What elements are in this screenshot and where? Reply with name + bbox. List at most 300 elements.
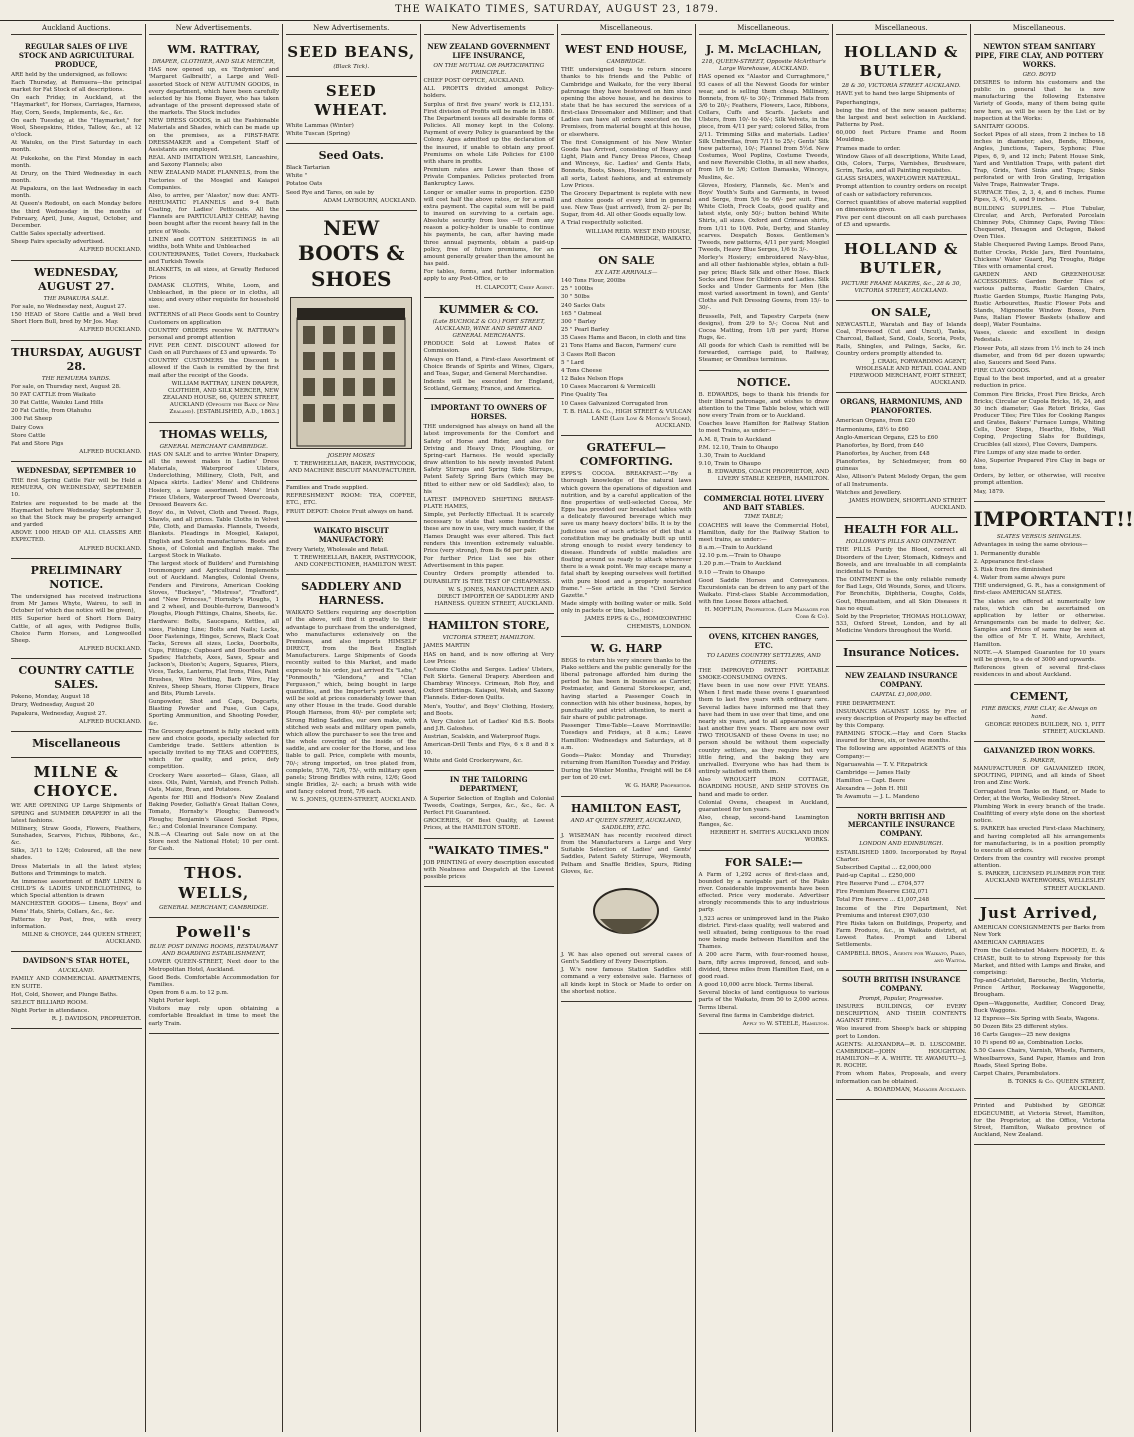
ad-signature: ALFRED BUCKLAND. <box>79 645 142 652</box>
ad-signature: T. B. HALL & Co., HIGH STREET & VULCAN LANE (Late Low & Motion's Store), AUCKLAND. <box>563 408 692 429</box>
ad-signature: GEORGE RHODES BUILDER, NO. 1, PITT STREET, AUCKLAND. <box>985 721 1105 735</box>
ad-text: COUNTERPANES, Toilet Covers, Huckaback and Turkish Towels <box>148 252 279 266</box>
ad-text: The largest stock of Builders' and Furnishing Ironmongery and Agricultural Implements out of Auckland. Mangles, Colonial Ovens, Fenders and Fireirons, American Cooking Stoves, "Buckeye", "Mistress", "Trafford", and "New Princess," Hornsby's Ploughs, 1 and 2 wheel, and Double-furrow, Danwood's Ploughs, Plough Fittings, Chains, Sheets, &c. <box>148 561 279 618</box>
ad-text: Hamilton — Capt. Beere <box>836 778 906 785</box>
ad-text: 4. Water from same always pure <box>973 575 1066 582</box>
ad-text: Store Cattle <box>11 432 46 439</box>
ad-text: American Organs, from £20 <box>836 418 916 425</box>
advertisement <box>699 628 830 851</box>
ad-subtitle: GENERAL MERCHANT CAMBRIDGE. <box>159 443 268 450</box>
ad-title: CEMENT, <box>1009 690 1069 704</box>
ad-text: Brussells, Felt, and Tapestry Carpets (new designs), from 2/9 to 5/-; Cocoa Nut and Cocoa Matting, from 1/8 per yard; Horse Rugs, &c. <box>698 313 829 341</box>
ad-text: Crockery Ware assorted— Glass, Glass, all sizes. Oils, Paint, Varnish, and French Polish. Oats, Maize, Bran, and Potatoes. <box>148 772 279 793</box>
ad-text: Open from 6 a.m. to 12 p.m. <box>148 990 229 997</box>
ad-title: ORGANS, HARMONIUMS, AND PIANOFORTES. <box>840 397 963 416</box>
ad-text: Several blocks of land contiguous to various parts of the Waikato, from 50 to 2,000 acres. Terms liberal. <box>698 990 829 1011</box>
ad-text: THE first Spring Cattle Fair will be Held a REMUERA, ON WEDNESDAY, SEPTEMBER 10. <box>11 478 142 499</box>
ad-title: KUMMER & CO. <box>438 302 539 316</box>
ad-text: 150 HEAD of Store Cattle and a Well bred Short Horn Bull, bred by Mr Jos. May. <box>11 312 142 326</box>
advertisement <box>974 742 1106 899</box>
column-section-head: Auckland Auctions. <box>11 24 142 35</box>
ad-text: BUILDING SUPPLIES. — Flue Tubular, Circular, and Arch, Perforated Porcelain Chimney Pots, Chimney Caps, Paving Tiles: Chequered, Hexagon and Octagon, Baked Oven Tiles. <box>973 205 1105 241</box>
ad-text: N.B.—A Clearing out Sale now on at the Store next the National Hotel; 10 per cent. for Cash. <box>148 831 279 853</box>
ad-signature: ALFRED BUCKLAND. <box>79 545 142 552</box>
ad-text: Also, Superior Prepared Fire Clay in bags or tons. <box>973 457 1105 472</box>
advertisement <box>836 301 967 393</box>
ad-subtitle: AUCKLAND. <box>58 968 95 975</box>
ad-subtitle: TIME TABLE; <box>744 514 784 521</box>
ad-text: Hot, Cold, Shower, and Plunge Baths. <box>11 991 118 998</box>
ad-text: SELECT BILLIARD ROOM. <box>11 999 88 1006</box>
ad-text: A 200 acre Farm, with four-roomed house, barn, fifty acres improved, fenced, and sub-divided, three miles from Hamilton East, on a good road. <box>698 952 829 980</box>
ad-text: The Grocery Department is replete with new and choice goods of every kind in general use. New Teas (just arrived), from 2/- per lb; Sugar, from 4d. All other Goods equally low. <box>561 190 692 219</box>
ad-text: 3. Risk from fire diminished <box>973 566 1053 573</box>
ad-text: ESTABLISHED 1809. Incorporated by Royal Charter. <box>836 849 967 863</box>
ad-title: MILNE & CHOYCE. <box>33 763 119 801</box>
ad-text: NEW DRESS GOODS, in all the Fashionable Materials and Shades, which can be made up on the premises, as a FIRST-RATE DRESSMAKER and a Competent Staff of Assistants are employed. <box>148 118 279 153</box>
ad-text: GROCERIES, Of Best Quality, at Lowest Prices, at the HAMILTON STORE. <box>423 818 554 832</box>
ad-text: Fire Premium Reserve £302,071 <box>836 889 929 896</box>
ad-text: THE undersigned begs to return sincere thanks to his friends and the Public of Cambridge and Waikato, for the very liberal patronage they have bestowed on him since opening the above house, and he desires to state that he has secured the services of a first-class Dressmaker and Milliner; and that Ladies can have all orders executed on the Premises, from material bought at this house, or elsewhere. <box>561 67 692 138</box>
ad-title: HAMILTON EAST, <box>571 801 682 815</box>
ad-text: On each Friday, in Auckland, at the "Haymarket", for Horses, Carriages, Harness, Hay, Corn, Seeds, Implements, &c., &c. <box>11 95 142 116</box>
advertisement <box>11 462 142 559</box>
ad-text: 3 Cases Roll Bacon <box>561 351 616 358</box>
ad-title: GRATEFUL—COMFORTING. <box>579 441 673 469</box>
ad-subtitle: 28 & 30, VICTORIA STREET AUCKLAND. <box>841 83 961 90</box>
ad-signature: HERBERT H. SMITH'S AUCKLAND IRON WORKS. <box>710 830 829 844</box>
ad-title: "WAIKATO TIMES." <box>428 843 550 857</box>
ad-title: PRELIMINARY NOTICE. <box>30 563 122 591</box>
ad-text: Paid-up Capital ... £250,000 <box>836 873 916 880</box>
ad-text: Longer or smaller sums in proportion. £250 will cost half the above rates, or for a small extra payment. The capital sum will be paid to insured on surviving to a certain age. Absolute security from loss —If from any reason a policy-holder is unable to continue his payments, he can, after having made three annual payments, obtain a paid-up policy, free of future premiums, for an amount generally greater than the amount he has paid. <box>423 189 554 268</box>
advertisement <box>561 38 692 249</box>
advertisement <box>699 38 830 371</box>
ad-text: Dress Materials in all the latest styles; Buttons and Trimmings to match. <box>11 863 142 877</box>
advertisement <box>836 641 967 667</box>
ad-signature: T. TREWHEELLAR, BAKER, PASTRYCOOK, AND MACHINE BISCUIT MANUFACTURER. <box>288 460 417 474</box>
ad-title: IN THE TAILORING DEPARTMENT, <box>449 774 528 793</box>
ad-text: THE undersigned, G. R., has a consignment of first-class AMERICAN SLATES. <box>973 583 1105 597</box>
ad-text: NEWCASTLE, Waratah and Bay of Islands Coal, Firewood (Cut and Uncut), Tanks, Charcoal, Ballast, Sand, Coals, Scoria, Posts, Rails, Shingles, and Palings, Sacks, &c. Country orders promptly attended to. <box>836 322 967 357</box>
advertisement <box>424 298 555 400</box>
ad-text: DESIRES to inform his customers and the public in general that he is now manufacturing the following Extensive Variety of Goods, many of them being quite new here, as will be seen by the List or by inspection at the Works: <box>973 79 1105 122</box>
ad-text: 50 Dozen Bits 25 different styles. <box>973 1023 1068 1030</box>
ad-text: Open—Waggonette, Audilier, Concord Dray, Buck Waggons. <box>973 1000 1105 1014</box>
ad-text: Every Variety, Wholesale and Retail. <box>286 546 389 553</box>
ad-text: During the Winter Months, Freight will be £4 per ton of 20 cwt. <box>561 768 692 782</box>
ad-signature: MILNE & CHOYCE, 244 QUEEN STREET, AUCKLAND. <box>21 932 142 946</box>
ad-text: Orders from the country will receive prompt attention. <box>973 855 1105 870</box>
ad-text: FIVE PER CENT. DISCOUNT allowed for Cash on all Purchases of £3 and upwards. To <box>148 342 279 357</box>
ad-text: At Drury, on the Third Wednesday in each month. <box>11 170 142 184</box>
ad-text: 5.50 Cases Chairs, Varnish, Wheels, Farmers, Wheelbarrows, Sand Paper, Hames and Iron Roads, Steel Spring Bobs. <box>973 1048 1105 1069</box>
advertisement <box>11 261 142 341</box>
ad-text: B. EDWARDS, begs to thank his friends for their liberal patronage, and wishes to draw attention to the Time Table below, which will now every Train from or to Auckland. <box>698 391 829 420</box>
ad-text: Country Orders promptly attended to. DURABILITY IS THE TEST OF CHEAPNESS. <box>423 571 554 585</box>
ad-title: HAMILTON STORE, <box>427 619 550 633</box>
ad-text: 10 Fi spend 60 as, Combination Locks. <box>973 1040 1084 1047</box>
ad-text: At Waiuku, on the First Saturday in each month. <box>11 140 142 154</box>
ad-text: A Farm of 1,292 acres of first-class and, bounded by a navigable part of the Piako river. Considerable improvements have been effected. Price very moderate. Advertiser strongly recommends this to any industrious party. <box>698 871 829 914</box>
ad-text: May, 1879. <box>973 488 1005 495</box>
column-3 <box>283 24 421 1432</box>
ad-subtitle: THE REMUERA YARDS. <box>41 375 111 382</box>
ad-text: HAS opened ex "Alastor and Curraghmore," 93 cases of all the Newest Goods for winter wear, and is selling them cheap. Millinery, Bonnets, from 6/- to 30/-; Trimmed Hats from 3/6 to 20/-; Feathers, Flowers, Lace, Ribbons, Collars, Cuffs and Scarfs. Jackets and Ulsters, from 10/- to 40/-; Silk Velvets, in the piece, from 4/11 per yard; colored Silks, from 2/11. Trimming Silks and materials. Ladies' Silk Umbrellas, from 7/11 to 25/-; Gents' Silk (new patterns), 10/-; Flannel from 5½d. New Costumes, Wool Poplins, Costume Tweeds, and new Reversible Cloths, in all new shades, from 1/6 to 3/6; Cotton Damasks, Winceys, Muslins, &c. <box>698 74 829 181</box>
ad-text: 12.10 p.m.—Train to Ohaupo <box>698 553 781 560</box>
column-section-head: Miscellaneous. <box>836 24 967 35</box>
advertisement <box>699 371 830 490</box>
ad-text: Austrian, Scalskin, and Waterproof Rugs. <box>423 734 541 741</box>
ad-title: HOLLAND & BUTLER, <box>844 240 959 278</box>
ad-text: Socket Pipes of all sizes, from 2 inches to 18 inches in diameter; also, Bends, Elbows, Angles, Junctions, Tapers, Syphons; Flue Pipes, 6, 9, and 12 inch; Patent House Sink, Yard and Ventilation Traps, with patent dirt Trap, Grids, Yard Sinks and Traps; Sinks perforated or with Iron Grating, Irrigation Valve Traps, Rainwater Traps. <box>973 132 1105 189</box>
ad-text: A.M. 8, Train to Auckland <box>698 436 772 443</box>
ad-text: 300 " Barley <box>561 318 597 325</box>
ad-text: FAMILY AND COMMERCIAL APARTMENTS, EN SUITE. <box>11 976 142 990</box>
ad-text: COUNTRY CUSTOMERS the Discount is allowed if the Cash is remitted by the first mail after the receipt of the Goods. <box>148 358 279 379</box>
ad-text: Frames made to order. <box>836 145 901 152</box>
ad-text: 9.10, Train to Ohaupo <box>698 461 761 468</box>
saddle-engraving <box>586 879 666 949</box>
ad-text: THE PILLS Purify the Blood, correct all Disorders of the Liver, Stomach, Kidneys and Bowels, and are invaluable in all complaints incidental to Females. <box>836 547 967 575</box>
advertisement <box>699 851 830 1034</box>
ad-text: 1.30, Train to Auckland <box>698 452 766 459</box>
ad-text: Printed and Published by GEORGE EDGECUMBE, at Victoria Street, Hamilton, for the Proprietor, at the Office, Victoria Street, Hamilton, Waikato province of Auckland, New Zealand. <box>973 1103 1105 1138</box>
ad-text: BEGS to return his very sincere thanks to the Piako settlers and the public generally for the liberal patronage afforded him during the period he has been in business as Carrier, Postmaster, and General Storekeeper, and, having started a Passenger Coach in connection with his other business, hopes, by punctuality and strict attention, to merit a fair share of public patronage. <box>561 657 692 722</box>
column-8 <box>971 24 1134 1432</box>
column-section-head: New Advertisements <box>424 24 555 35</box>
ad-text: HAVE yet to hand two large Shipments of <box>836 91 955 98</box>
ad-subtitle: (Black Tick). <box>333 64 370 71</box>
ad-text: S. PARKER has erected First-class Machinery, and having completed all his arrangements for manufacturing, is in a position promptly to execute all orders. <box>973 826 1105 854</box>
ad-text: NEW ZEALAND MADE FLANNELS, from the Factories of the Mosgiel and Kaiapoi Companies. <box>148 170 279 191</box>
ad-text: PATTERNS of all Piece Goods sent to Country Customers on application <box>148 312 279 326</box>
ad-text: 30 Fat Cattle, Waiuku Land Hills <box>11 400 104 407</box>
ad-subtitle: TO LADIES COUNTRY SETTLERS, AND OTHERS. <box>706 652 821 666</box>
ad-subtitle: (Late BUCHOLZ & CO.) FORT STREET, AUCKLAND, WINE AND SPIRIT AND GENERAL MERCHANTS. <box>432 318 545 340</box>
column-section-head: New Advertisements. <box>149 24 280 35</box>
ad-subtitle: Prompt, Popular, Progressive. <box>859 995 944 1002</box>
ad-text: 16 Carts Gauges—25 new designs <box>973 1032 1071 1039</box>
ad-signature: S. PARKER, LICENSED PLUMBER FOR THE AUCKLAND WATERWORKS, WELLESLEY STREET AUCKLAND. <box>977 871 1105 892</box>
ad-text: The following are appointed AGENTS of this Company:— <box>836 746 967 760</box>
advertisement <box>424 38 555 298</box>
ad-title: GALVANIZED IRON WORKS. <box>983 745 1096 755</box>
ad-text: 12 Express—Six Spring with Seats, Wagons. <box>973 1015 1100 1022</box>
ad-subtitle: JOSEPH MOSES <box>327 452 375 459</box>
ad-text: 30 " 50lbs <box>561 294 590 301</box>
ad-text: LINEN and COTTON SHEETINGS in all widths, both White and Unbleached <box>148 236 279 250</box>
ad-text: The OINTMENT is the only reliable remedy for Bad Legs, Old Wounds, Sores, and Ulcers. For Bronchitis, Diphtheria, Coughs, Colds, Gout, Rheumatism, and all Skin Diseases it has no equal. <box>836 577 967 612</box>
advertisement <box>11 659 142 732</box>
advertisement <box>836 971 967 1100</box>
column-4 <box>421 24 559 1432</box>
ad-text: Silks, 3/11 to 12/6; Coloured, all the new shades. <box>11 848 142 862</box>
ad-subtitle: HOLLOWAY'S PILLS AND OINTMENT. <box>845 539 957 546</box>
ad-text: Vases, classic and excellent in design Pedestals. <box>973 330 1105 344</box>
ad-text: Coaches leave Hamilton for Railway Station to meet Trains, as under:— <box>698 421 829 435</box>
ad-text: 12 Bales Nelson Hops <box>561 376 624 383</box>
advertisement <box>11 952 142 1029</box>
ad-text: Correct quantities of above material supplied on dimensions given. <box>836 199 967 213</box>
ad-title: SADDLERY AND HARNESS. <box>301 580 402 608</box>
ad-subtitle: CAMBRIDGE. <box>606 59 646 66</box>
ad-text: Also, Allison's Patent Melody Organ, the gem of all Instruments. <box>836 474 967 488</box>
ad-text: White Lammas (Winter) <box>286 122 354 129</box>
advertisement <box>149 859 280 918</box>
ad-text: INSURANCES AGAINST LOSS by Fire of every description of Property may be effected by this Company. <box>836 708 967 729</box>
ad-text: Harmoniums, £8½ to £60 <box>836 426 909 433</box>
ad-signature: JAMES EPPS & Co., HOMŒOPATHIC CHEMISTS, LONDON. <box>584 616 692 630</box>
ad-text: Night Porter in attendance. <box>11 1008 90 1015</box>
ad-title: NEWTON STEAM SANITARY PIPE, FIRE CLAY, AND POTTERY WORKS. <box>975 41 1104 69</box>
advertisement <box>836 808 967 971</box>
advertisement <box>836 393 967 518</box>
advertisement <box>561 436 692 637</box>
ad-text: The undersigned has received instructions from Mr James Whyte, Waireu, to sell in October (of which due notice will be given), <box>11 593 142 615</box>
ad-text: Also, to arrive, per 'Alastor,' now due: ANTI-RHEUMATIC FLANNELS and 9-4 Bath Coating, for Ladies' Petticoats. All the Flannels are PARTICULARLY CHEAP, having been bought after the recent heavy fall in the price of Wools. <box>148 192 279 235</box>
ad-signature: ADAM LAYBOURN, AUCKLAND. <box>323 197 417 204</box>
ad-title: Insurance Notices. <box>843 646 960 660</box>
ad-text: Surplus of first five years' work is £12,151. First division of Profits will be made in 1880. The Department issues all desirable forms of Policies. All money kept in the Colony. Payment of every Policy is guaranteed by the Colony. Ages admitted up the declaration of the insured, if unable to obtain any proof. Premiums on whole Life Policies for £100 with share in profits. <box>423 101 554 165</box>
ad-text: THE IMPROVED PATENT PORTABLE SMOKE-CONSUMING OVENS. <box>698 667 829 682</box>
ad-text: Corrugated Iron Tanks on Hand, or Made to Order, at the Works, Wellesley Street. <box>973 788 1105 802</box>
ad-text: PRODUCE Sold at Lowest Rates of Commission. <box>423 341 554 355</box>
ad-signature: R. J. DAVIDSON, PROPRIETOR. <box>51 1016 142 1023</box>
ad-text: P.M. 12.10, Train to Ohaupo <box>698 444 779 451</box>
ad-text: Have been in use now over FIVE YEARS. When I first made these ovens I guaranteed them to last five years with ordinary care. Several ladies have informed me that they have had them in use over that time, and one nearly six years, and to all appearances will last another five years. There are now over TWO THOUSAND of these Ovens in use; no person should be without them especially country settlers, as they require but very little firing, and the baking they are unrivalled. Everyone who has had them is entirely satisfied with them. <box>698 683 829 776</box>
advertisement <box>836 667 967 807</box>
advertisement <box>11 341 142 463</box>
ad-text: Pianofortes, by Schiedmeyer, from 60 guineas <box>836 459 967 473</box>
ad-text: For sale, no Wednesday next, August 27. <box>11 303 127 310</box>
advertisement <box>11 732 142 758</box>
advertisement <box>561 637 692 797</box>
ad-title: WEDNESDAY, SEPTEMBER 10 <box>16 466 136 476</box>
ad-title: OVENS, KITCHEN RANGES, ETC. <box>708 631 819 650</box>
ad-subtitle: EX LATE ARRIVALS— <box>595 270 658 277</box>
ad-text: 10 Cases Galvanized Corrugated Iron <box>561 400 668 407</box>
advertisement <box>836 38 967 235</box>
ad-title: WAIKATO BISCUIT MANUFACTORY: <box>313 525 389 544</box>
ad-text: Costume Cloths and Serges. Ladies' Ulsters, Felt Skirts. General Drapery. Aberdeen and Chambray Winceys. Crimean, Rob Roy, and Oxford Shirtings. Kaiapoi, Welsh, and Saxony Flannels. Eider-down Quilts. <box>423 666 554 702</box>
ad-text: LATEST IMPROVED SHIFTING BREAST-PLATE HAMES, <box>423 496 554 510</box>
ad-text: 25 " Pearl Barley <box>561 327 610 334</box>
ad-text: MANUFACTURER OF GALVANIZED IRON, SPOUTING, PIPING, and all kinds of Sheet Iron and Zinc Work. <box>973 766 1105 787</box>
ad-subtitle: AND AT QUEEN STREET, AUCKLAND, SADDLERY, ETC. <box>570 817 682 831</box>
column-section-head: Miscellaneous. <box>974 24 1106 35</box>
advertisement <box>974 1099 1106 1145</box>
advertisement <box>286 144 417 211</box>
ad-signature: ALFRED BUCKLAND. <box>79 449 142 456</box>
ad-text: being the first of the new season patterns; the largest and best selection in Auckland. Patterns by Post. <box>836 107 967 129</box>
ad-signature: W. G. HARP, Proprietor. <box>625 783 692 790</box>
ad-text: Sold by the Proprietor, THOMAS HOLLOWAY, 533, Oxford Street, London, and by all Medicine Vendors throughout the World. <box>836 613 967 635</box>
advertisement <box>561 249 692 436</box>
ad-text: 165 " Oatmeal <box>561 310 602 317</box>
advertisement <box>836 235 967 301</box>
advertisement <box>974 899 1106 1100</box>
ad-signature: ALFRED BUCKLAND. <box>79 718 142 725</box>
ad-title: NORTH BRITISH AND MERCANTILE INSURANCE COMPANY. <box>847 811 955 839</box>
ad-text: LOWER QUEEN-STREET, Next door to the Metropolitan Hotel, Auckland. <box>148 959 279 973</box>
ad-text: Families and Trade supplied. <box>286 485 369 492</box>
ad-text: Seed Rye and Tares, on sale by <box>286 189 375 196</box>
ad-text: 10 Cases Maccaroni & Vermicelli <box>561 384 656 391</box>
ad-text: Good Beds. Comfortable Accommodation for Families. <box>148 974 279 988</box>
ad-text: For tables, forms, and further information apply to any Post-Office, or to <box>423 269 554 283</box>
ad-text: REFRESHMENT ROOM: TEA, COFFEE, ETC., ETC. <box>286 493 417 507</box>
ad-title: NEW ZEALAND INSURANCE COMPANY. <box>844 671 958 690</box>
column-6 <box>696 24 834 1432</box>
ad-text: Papakura, Wednesday, August 27. <box>11 710 107 717</box>
advertisement <box>424 839 555 888</box>
ad-text: The first Consignment of his New Winter Goods has Arrived, consisting of Heavy and Light, Plain and Fancy Dress Pieces, Cheap and Winceys, &c. Ladies' and Gents Hats, Bonnets, Boots, Shoes, Hosiery, Trimmings of all sorts, Latest fashions, and at extremely Low Prices. <box>561 139 692 189</box>
column-2 <box>146 24 284 1432</box>
ad-text: FIRE CLAY GOODS. <box>973 368 1031 375</box>
ad-title: HOLLAND & BUTLER, <box>844 42 959 81</box>
ad-text: The Grocery department is fully stocked with new and choice goods, specially selected for Cambridge trade. Settlers attention is specially invited to my TEAS and COFFEES, which for quality, and price, defy competition. <box>148 728 279 771</box>
ad-text: For sale, on Thursday next, August 28. <box>11 383 121 390</box>
ad-title: J. M. McLACHLAN, <box>705 42 822 56</box>
ad-text: For further Price List see his other Advertisement in this paper. <box>423 556 554 570</box>
ad-text: Hardware: Bolts, Saucepans, Kettles, all sizes, Fishing Line; Bolts and Nails; Locks, Door Fastenings, Hinges, Screws, Black Coat Tacks, Screws all sizes, Locks, Doorbolts, Cups, Fittings; Cupboard and Doorbolts and Spades; Hatchets, Axes, Saws, Spear and Jackson's, Disston's; Augers, Squares, Pliers, Vices, Tacks, Lanterns, Flat Irons, Files, Paint Brushes, Wire Netting, Barb Wire, Hay Knives, Sheep Shears, Horse Clippers, Brace and Bits, Plumb Levels. <box>148 619 279 697</box>
ad-subtitle: S. PARKER, <box>1022 757 1056 764</box>
ad-title: NEW ZEALAND GOVERNMENT LIFE INSURANCE, <box>427 41 551 60</box>
ad-text: Visitors may rely upon obtaining a comfortable Breakfast in time to meet the early Train. <box>148 1006 279 1027</box>
advertisement <box>974 685 1106 742</box>
ad-text: HAS now opened up, ex 'Endymion' and 'Margaret Galbraith', a Large and Well-assorted Stock of NEW AUTUMN GOODS, in every department, which have been carefully selected by his Home Buyer, who has taken advantage of the present depressed state of the markets. The Stock includes <box>148 67 279 117</box>
advertisement <box>149 423 280 860</box>
ad-text: Window Glass of all descriptions, White Lead, Oils, Colors, Turps, Varnishes, Brushware, Scrim, Tacks, and all Painting requisites. <box>836 153 967 175</box>
ad-text: White " <box>286 173 308 180</box>
ad-signature: W. S. JONES, QUEEN-STREET, AUCKLAND. <box>291 797 417 804</box>
advertisement <box>286 481 417 522</box>
ad-text: Patterns by Post, free, with every information. <box>11 916 142 930</box>
ad-text: J. W.'s now famous Station Saddles still command a very extensive sale. Harness of all kinds kept in Stock or Made to order on the shortest notice. <box>561 967 692 995</box>
ad-text: Also WROUGHT IRON COTTAGE, BOARDING HOUSE, AND SHIP STOVES On hand and made to order. <box>698 777 829 798</box>
ad-signature: ALFRED BUCKLAND. <box>79 327 142 334</box>
ad-text: White Tuscan (Spring) <box>286 130 350 137</box>
ad-text: GARDEN AND GREENHOUSE ACCESSORIES: Garden Border Tiles of various patterns, Rustic Garden Chairs, Rustic Garden Stumps, Rustic Hanging Pots, Rustic Arbourettes, Rustic Flower Pots and Stands, Mignonette Window Boxes, Fern Pans, Italian Flower Baskets (shallow and deep), Water Fountains. <box>973 272 1105 329</box>
ad-text: Fat and Store Pigs <box>11 440 64 447</box>
ad-text: At Queen's Redoubt, on each Monday before the third Wednesday in the months of February, April, June, August, October, and December. <box>11 201 142 229</box>
ad-subtitle: 218, QUEEN-STREET, Opposite McArthur's Large Warehouse, AUCKLAND. <box>701 59 826 73</box>
ad-subtitle: DRAPER, CLOTHIER, AND SILK MERCER, <box>152 59 276 66</box>
advertisement <box>286 575 417 810</box>
ad-title: WM. RATTRAY, <box>167 42 261 56</box>
ad-text: Premium rates are Lower than those of Private Companies. Policies protected from Bankruptcy Laws. <box>423 167 554 188</box>
advertisement <box>11 559 142 659</box>
ad-title: Seed Oats. <box>318 148 384 162</box>
ad-text: Subscribed Capital ... £2,000,000 <box>836 864 932 871</box>
ad-text: HAS on hand, and is now offering at Very Low Prices: <box>423 651 554 665</box>
ad-subtitle: GEO. BOYD <box>1022 71 1056 78</box>
ad-text: AGENTS: ALEXANDRA—R. D. LUSCOMBE. CAMBRIDGE—JOHN HOUGHTON. HAMILTON—F. A. WHITE. TE AWAMUTU—J. R. ROCHE. <box>836 1041 967 1070</box>
ad-text: ABOVE 1000 HEAD OF ALL CLASSES ARE EXPECTED. <box>11 530 142 544</box>
ad-text: Morley's Hosiery; embroidered Navy-blue, and all other fashionable styles, obtain a full-pay price; Black Silk and other Hose. Black Socks and Hose for Children and Ladies. Silk Socks and Under Garments for Men (the most varied assortment in town), and Gents' Cloths and Felt Dressing Gowns, from 15/- to 30/-. <box>698 255 829 312</box>
ad-text: REAL AND IMITATION WELSH, Lancashire, and Saxony Flannels; also <box>148 155 279 169</box>
advertisement <box>286 211 417 481</box>
ad-title: SOUTH BRITISH INSURANCE COMPANY. <box>841 974 961 993</box>
ad-text: Men's, Youths', and Boys' Clothing, Hosiery, and Boots. <box>423 703 554 717</box>
advertisement <box>286 38 417 77</box>
ad-text: 9.10 —Train to Ohaupo <box>698 569 765 576</box>
advertisement <box>973 502 1134 686</box>
advertisement <box>424 399 555 614</box>
ad-title: WEST END HOUSE, <box>565 42 688 56</box>
ad-text: COACHES will leave the Commercial Hotel, Hamilton, daily for the Railway Station to meet trains, as under:— <box>698 522 829 543</box>
ad-text: A Superior Selection of English and Colonial Tweeds, Coatings, Serges, &c., &c., &c. A Perfect Fit Guaranteed. <box>423 795 554 817</box>
ad-text: 240 Sacks Oats <box>561 302 605 309</box>
ad-title: NEW BOOTS & SHOES <box>298 215 405 292</box>
ad-text: Made simply with boiling water or milk. Sold only in packets or tins, labelled : <box>561 601 692 615</box>
ad-text: Cattle Sales specially advertised. <box>11 231 106 238</box>
ad-text: Night Porter kept. <box>148 998 201 1005</box>
ad-text: From the Celebrated Makers ROOFED, E. & CHASE, built to to strong Expressly for this Market, and fitted with Lamps and Brake, and comprising: <box>973 948 1105 976</box>
ad-text: GLASS SHADES, WAXFLOWER MATERIAL. <box>836 176 961 183</box>
ad-text: Watches and Jewellery. <box>836 489 902 496</box>
ad-text: Prompt attention to country orders on receipt of cash or satisfactory references. <box>836 184 967 198</box>
ad-text: SURFACE Tiles, 2, 3, 4, and 6 inches. Fiume Pipes, 3, 4½, 6, and 9 inches. <box>973 190 1105 204</box>
ad-text: Plumbing Work in every branch of the trade. Coalfitting of every style done on the shortest notice. <box>973 803 1105 825</box>
ad-text: Flower Pots, all sizes from 1½ inch to 24 inch diameter, and from 6d per dozen upwards; also, Saucers and Seed Pans. <box>973 345 1105 366</box>
ad-text: References given of several first-class residences in and about Auckland. <box>973 664 1105 679</box>
ad-title: SEED BEANS, <box>287 42 416 61</box>
ad-title: DAVIDSON'S STAR HOTEL, <box>22 956 130 966</box>
advertisement <box>561 797 692 1002</box>
ad-text: Gunpowder, Shot and Caps, Dogcarts, Blasting Powder and Fuse, Gun Caps, Sporting Ammunition, and Shooting Powder, &c. <box>148 699 279 727</box>
ad-text: 60,000 feet Picture Frame and Room Moulding. <box>836 130 967 144</box>
ad-text: Common Fire Bricks, Frost Fire Bricks, Arch Bricks; Circular or Cupola Bricks, 16, 24, and 30 inch diameter; Gas Retort Bricks, Gas Producer Tiles; Fire Tiles for Cooking Ranges and Grates, Bakers' Furnace Lumps, Whiting Cells, Door Steps, Hearths, Hobs, Wall Coping, Projecting Slabs for Buildings, Crucibles (all sizes), Flue Covers, Dampers. <box>973 391 1105 448</box>
ad-signature: B. TONKS & Co. QUEEN STREET, AUCKLAND. <box>1007 1079 1105 1093</box>
ad-text: DAMASK CLOTHS, White, Loom, and Unbleached, in the piece or in cloths, all sizes; and every other requisite for household use. <box>148 282 279 311</box>
ad-text: HAS ON SALE and to arrive Winter Drapery, all the newest makes in Ladies' Dress Materials, Waterproof Ulsters, Underclothing, Millinery, Cloth, Felt, and Alpaca skirts. Ladies' Mens' and Childrens Hosiery, a large assortment. Mens' Irish Frieze Ulsters, Waterproof Tweed Overcoats, Dressed Beavers &c. <box>148 451 279 508</box>
ad-text: FARMING STOCK.—Hay and Corn Stacks insured for three, six, or twelve months. <box>836 731 967 745</box>
ad-title: Just Arrived, <box>979 903 1099 922</box>
column-5 <box>558 24 696 1432</box>
ad-signature: H. MOFFLIN, Proprietor. (Late Manager for Cobb & Co). <box>704 607 829 621</box>
ad-title: THOS. WELLS, <box>178 864 250 902</box>
ad-text: AMERICAN CONSIGNMENTS per Barks from New York <box>973 924 1105 939</box>
advertisement <box>424 614 555 771</box>
ad-subtitle: VICTORIA STREET, HAMILTON. <box>442 635 535 642</box>
ad-text: COUNTRY ORDERS receive W. RATTRAY's personal and prompt attention <box>148 327 279 341</box>
ad-title: COUNTRY CATTLE SALES. <box>18 664 134 692</box>
ad-text: From whom Rates, Proposals, and every information can be obtained. <box>836 1071 967 1085</box>
ad-signature: J. CRAIG, FORWARDING AGENT, WHOLESALE AND RETAIL COAL AND FIREWOOD MERCHANT, FORT STREET, AUCKLAND. <box>849 358 967 387</box>
ad-text: AMERICAN CARRIAGES <box>973 940 1045 947</box>
ad-signature: B. EDWARDS, COACH PROPRIETOR, AND LIVERY STABLE KEEPER, HAMILTON. <box>707 469 829 483</box>
ad-text: Indents will be executed for England, Scotland, Germany, France, and America. <box>423 379 554 393</box>
ad-text: Pianofortes, by Bord, from £40 <box>836 442 924 449</box>
ad-text: 140 Tons Flour, 200lbs <box>561 278 626 285</box>
ad-text: THE undersigned has always on hand all the latest improvements for the Comfort and Safety of Horse and Rider, and also for Driving and Heavy Dray, Ploughing, or Spring-cart Harness. He would specially draw attention to his newly invented Patent Safety Stirrups and Spring Side Stirrups, Patent Safety Spring Bars (which may be fitted to either new or old Saddles); also, to his <box>423 424 554 495</box>
ad-text: EPPS'S COCOA. BREAKFAST.—"By a thorough knowledge of the natural laws which govern the operations of digestion and nutrition, and by a careful application of the fine properties of well-selected Cocoa, Mr Epps has provided our breakfast tables with a delicately flavoured beverage which may save us many heavy doctors' bills. It is by the judicious use of such articles of diet that a constitution may be gradually built up until strong enough to resist every tendency to disease. Hundreds of subtle maladies are floating around us ready to attack wherever there is a weak point. We may escape many a fatal shaft by keeping ourselves well fortified with pure blood and a properly nourished frame." —See article in the "Civil Service Gazette." <box>561 471 692 599</box>
ad-text: NOTE.—A Stamped Guarantee for 10 years will be given, to a de of 3000 and upwards. <box>973 649 1105 663</box>
ad-text: Advantages in using the same obvious— <box>973 542 1088 549</box>
ad-text: 300 Fat Sheep <box>11 416 52 423</box>
ad-text: Fine Quality Tea <box>561 392 608 399</box>
advertisement <box>149 918 280 1034</box>
ad-title: WEDNESDAY, AUGUST 27. <box>34 265 119 293</box>
column-7 <box>833 24 971 1432</box>
ad-text: INSURES BUILDINGS, OF EVERY DESCRIPTION, AND THEIR CONTENTS AGAINST FIRE. <box>836 1003 967 1025</box>
advertisement <box>149 38 280 423</box>
storefront-engraving <box>290 297 412 449</box>
ad-text: 4 Tons Cheese <box>561 367 602 374</box>
ad-text: A Very Choice Lot of Ladies' Kid B.S. Boots and J.R. Galoshes. <box>423 718 554 733</box>
